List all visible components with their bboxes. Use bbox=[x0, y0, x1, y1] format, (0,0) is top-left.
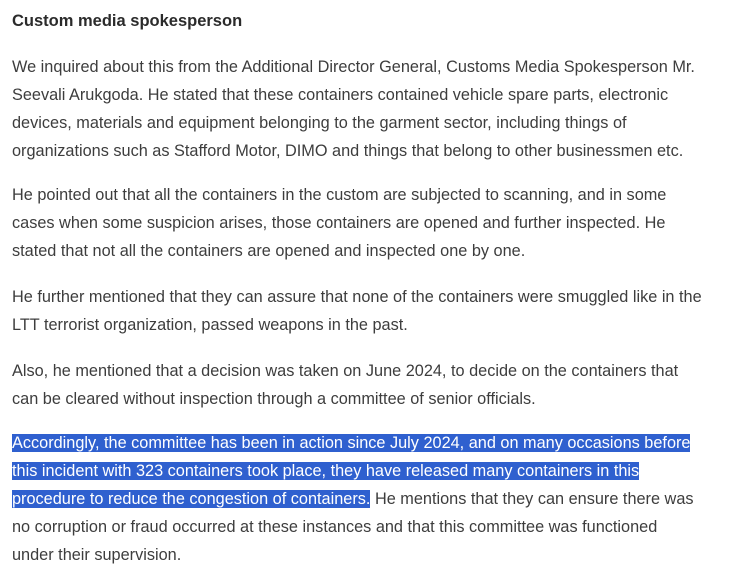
paragraph-assurance: He further mentioned that they can assure that none of the containers were smuggled like in the LTT terrorist organization, passed weapons in the past. bbox=[12, 288, 702, 334]
selected-text[interactable]: Accordingly, the committee has been in action since July 2024, and on many occasions before this incident with 323 containers took place, they have released many containers in this procedure to reduce the congestion of containers. bbox=[12, 434, 691, 508]
article-body bbox=[12, 0, 753, 569]
paragraph-committee-rest: He mentions that they can ensure there was no corruption or fraud occurred at these instances and that this committee was functioned under their supervision. bbox=[12, 490, 694, 564]
paragraph-decision: Also, he mentioned that a decision was taken on June 2024, to decide on the containers that can be cleared without inspection through a committee of senior officials. bbox=[12, 362, 679, 408]
paragraph-inquiry: We inquired about this from the Additional Director General, Customs Media Spokesperson Mr. Seevali Arukgoda. He stated that these containers contained vehicle spare parts, electronic devices, materials and equipment belonging to the garment sector, including things of organizations such as Stafford Motor, DIMO and things that belong to other businessmen etc. bbox=[12, 58, 695, 160]
section-heading: Custom media spokesperson bbox=[12, 12, 243, 30]
paragraph-committee bbox=[12, 429, 753, 569]
paragraph-scanning: He pointed out that all the containers in the custom are subjected to scanning, and in some cases when some suspicion arises, those containers are opened and further inspected. He stated that not all the containers are opened and inspected one by one. bbox=[12, 186, 667, 260]
